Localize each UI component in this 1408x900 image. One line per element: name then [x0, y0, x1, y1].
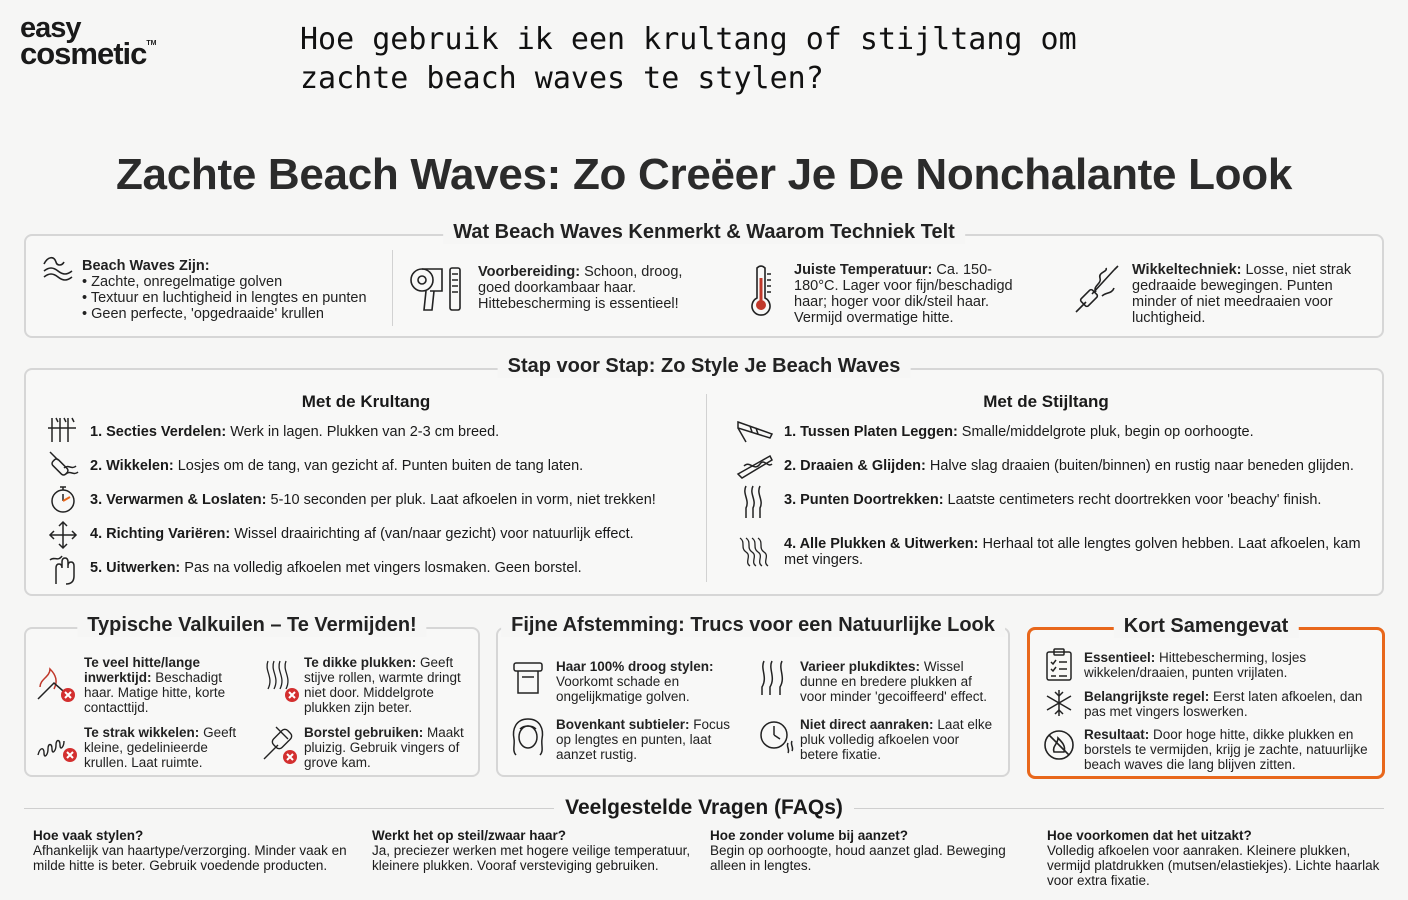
page-title: Zachte Beach Waves: Zo Creëer Je De Nonchalante Look	[115, 150, 1293, 199]
hair-strands-icon	[738, 484, 768, 520]
hand-fingers-icon	[46, 552, 80, 586]
waves-icon	[42, 252, 74, 282]
straightener-icon	[736, 414, 774, 446]
truc-4: Niet direct aanraken: Laat elke pluk volledig afkoelen voor betere fixatie.	[800, 717, 993, 762]
beach-waves-definition: Beach Waves Zijn: • Zachte, onregelmatige golven • Textuur en luchtigheid in lengtes en punten • Geen perfecte, 'opgedraaide' krullen	[82, 258, 367, 322]
valkuilen-section	[24, 614, 480, 777]
stijltang-step-4: 4. Alle Plukken & Uitwerken: Herhaal tot alle lengtes golven hebben. Laat afkoelen, kam met vingers.	[784, 536, 1361, 568]
tight-curl-warning-icon	[34, 725, 80, 765]
krultang-heading: Met de Krultang	[301, 392, 431, 411]
heat-warning-icon	[34, 659, 78, 703]
faq-question: Hoe zonder volume bij aanzet?	[710, 828, 909, 843]
krultang-step-4: 4. Richting Variëren: Wissel draairichting af (van/naar gezicht) voor natuurlijk effect.	[90, 526, 634, 542]
valkuil-1: Te veel hitte/lange inwerktijd: Beschadigt haar. Matige hitte, korte contacttijd.	[84, 655, 226, 715]
faq-title: Veelgestelde Vragen (FAQs)	[565, 796, 843, 819]
faq-answer: Afhankelijk van haartype/verzorging. Minder vaak en milde hitte is beter. Gebruik voedende producten.	[33, 843, 347, 873]
krultang-step-3: 3. Verwarmen & Loslaten: 5-10 seconden per pluk. Laat afkoelen in vorm, niet trekken!	[90, 492, 656, 508]
stappen-title: Stap voor Stap: Zo Style Je Beach Waves	[498, 355, 911, 378]
logo-line-1: easy	[20, 12, 81, 44]
stappen-section	[24, 355, 1384, 596]
faq-question: Hoe voorkomen dat het uitzakt?	[1047, 828, 1252, 843]
valkuil-3: Te strak wikkelen: Geeft kleine, gedelinieerde krullen. Laat ruimte.	[84, 725, 237, 770]
logo-trademark: TM	[146, 39, 157, 47]
cooling-timer-icon	[756, 715, 796, 755]
wavy-hair-icon	[736, 534, 772, 570]
kenmerken-title: Wat Beach Waves Kenmerkt & Waarom Techniek Telt	[443, 221, 965, 244]
brush-warning-icon	[260, 723, 300, 765]
kenmerken-section	[24, 221, 1384, 338]
faq-question: Werkt het op steil/zwaar haar?	[372, 828, 567, 843]
krultang-step-2: 2. Wikkelen: Losjes om de tang, van gezicht af. Punten buiten de tang laten.	[90, 458, 584, 474]
faq-item	[372, 828, 702, 873]
straightener-twist-icon	[736, 450, 774, 482]
valkuilen-title: Typische Valkuilen – Te Vermijden!	[77, 614, 426, 637]
no-heat-icon	[1042, 728, 1076, 762]
towel-icon	[510, 659, 546, 697]
samenvatting-title: Kort Samengevat	[1114, 615, 1299, 638]
stijltang-step-3: 3. Punten Doortrekken: Laatste centimeters recht doortrekken voor 'beachy' finish.	[784, 492, 1322, 508]
stijltang-step-1: 1. Tussen Platen Leggen: Smalle/middelgrote pluk, begin op oorhoogte.	[784, 424, 1254, 440]
faq-answer: Ja, preciezer werken met hogere veilige temperatuur, kleinere plukken. Vooraf versteviging gebruiken.	[372, 843, 691, 873]
faq-item	[33, 828, 363, 873]
krultang-step-5: 5. Uitwerken: Pas na volledig afkoelen met vingers losmaken. Geen borstel.	[90, 560, 582, 576]
faq-answer: Volledig afkoelen voor aanraken. Kleinere plukken, vermijd platdrukken (mutsen/elastiekjes). Lichte haarlak voor extra fixatie.	[1047, 843, 1380, 888]
temperatuur-text: Juiste Temperatuur: Ca. 150-180°C. Lager voor fijn/beschadigd haar; hoger voor dik/steil haar. Vermijd overmatige hitte.	[794, 262, 1013, 326]
faq-answer: Begin op oorhoogte, houd aanzet glad. Beweging alleen in lengtes.	[710, 843, 1006, 873]
faq-item	[710, 828, 1010, 873]
valkuil-4: Borstel gebruiken: Maakt pluizig. Gebruik vingers of grove kam.	[304, 725, 464, 770]
samenvatting-essentieel: Essentieel: Hittebescherming, losjes wikkelen/draaien, punten vrijlaten.	[1084, 650, 1307, 680]
brand-logo[interactable]	[20, 12, 157, 71]
divider	[392, 250, 393, 326]
page-question: Hoe gebruik ik een krultang of stijltang om zachte beach waves te stylen?	[300, 22, 1077, 96]
samenvatting-regel: Belangrijkste regel: Eerst laten afkoelen, dan pas met vingers loswerken.	[1084, 689, 1363, 719]
truc-3: Bovenkant subtieler: Focus op lengtes en punten, laat aanzet rustig.	[556, 717, 731, 762]
thermometer-icon	[748, 264, 774, 316]
arrows-directions-icon	[46, 518, 80, 552]
truc-2: Varieer plukdiktes: Wissel dunne en bredere plukken af voor minder 'gecoiffeerd' effect.	[800, 659, 988, 704]
logo-line-2: cosmetic™	[20, 35, 157, 71]
curling-iron-icon	[1072, 262, 1122, 316]
stijltang-heading: Met de Stijltang	[983, 392, 1109, 411]
hairdryer-icon	[408, 264, 468, 314]
hair-thickness-icon	[756, 659, 792, 697]
afstemming-title: Fijne Afstemming: Trucs voor een Natuurlijke Look	[501, 614, 1005, 637]
checklist-icon	[1044, 648, 1074, 682]
samenvatting-resultaat: Resultaat: Door hoge hitte, dikke plukken en borstels te vermijden, krijg je zachte, natuurlijke beach waves die lang blijven zitten.	[1084, 727, 1368, 772]
voorbereiding-text: Voorbereiding: Schoon, droog, goed doorkambaar haar. Hittebescherming is essentieel!	[478, 264, 683, 312]
head-hair-icon	[508, 715, 548, 757]
stijltang-step-2: 2. Draaien & Glijden: Halve slag draaien (buiten/binnen) en rustig naar beneden glijden.	[784, 458, 1354, 474]
thick-section-warning-icon	[262, 659, 302, 703]
valkuil-2: Te dikke plukken: Geeft stijve rollen, warmte dringt niet door. Middelgrote plukken zijn beter.	[304, 655, 461, 715]
wikkeltechniek-text: Wikkeltechniek: Losse, niet strak gedraaide bewegingen. Punten minder of niet meedraaien voor luchtigheid.	[1132, 262, 1352, 326]
divider	[706, 394, 707, 582]
curling-iron-icon	[46, 448, 80, 482]
samenvatting-section	[1027, 615, 1385, 779]
krultang-step-1: 1. Secties Verdelen: Werk in lagen. Plukken van 2-3 cm breed.	[90, 424, 500, 440]
truc-1: Haar 100% droog stylen: Voorkomt schade en ongelijkmatige golven.	[556, 659, 714, 704]
timer-icon	[48, 484, 78, 514]
faq-question: Hoe vaak stylen?	[33, 828, 144, 843]
snowflake-icon	[1044, 688, 1074, 718]
sections-icon	[46, 414, 78, 446]
afstemming-section	[496, 614, 1010, 777]
faq-item	[1047, 828, 1387, 888]
